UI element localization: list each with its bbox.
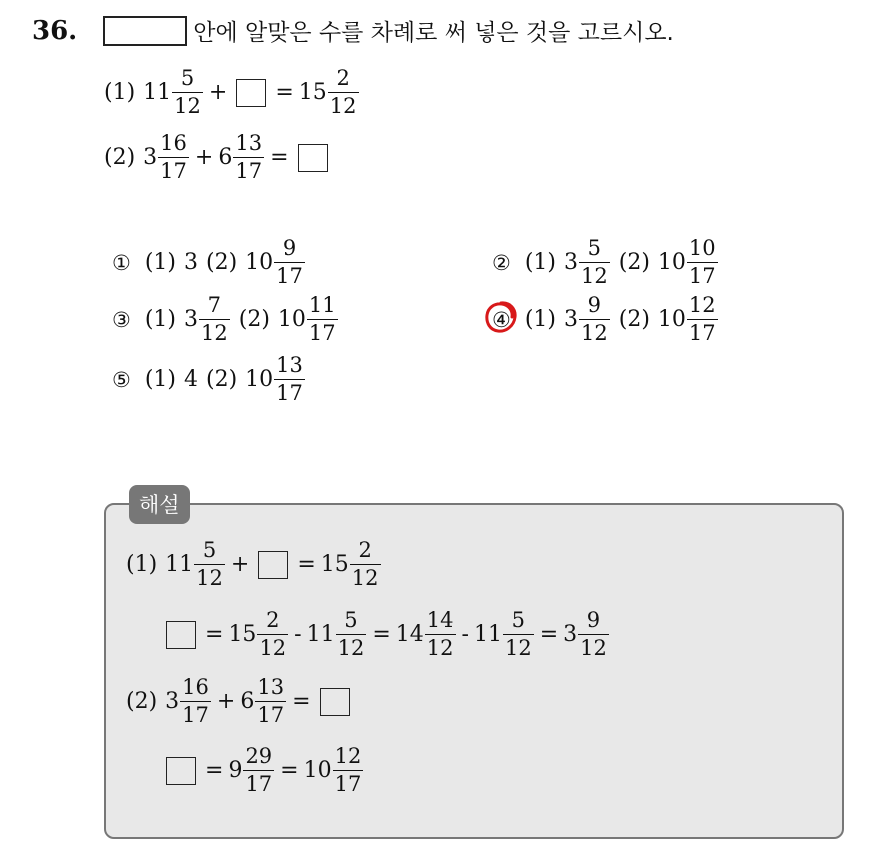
denominator: 17 <box>235 159 263 183</box>
blank-box <box>236 79 266 107</box>
numerator: 5 <box>344 608 358 632</box>
question-instruction: 안에 알맞은 수를 차례로 써 넣은 것을 고르시오. <box>193 20 674 46</box>
whole-number: 11 <box>165 552 194 577</box>
denominator: 17 <box>276 381 303 405</box>
fraction <box>687 295 718 344</box>
fraction <box>307 295 338 344</box>
numerator: 12 <box>334 744 362 768</box>
equals-sign: = <box>280 758 299 783</box>
choice-number: ① <box>112 250 131 275</box>
question-header <box>32 14 674 47</box>
denominator: 12 <box>259 636 287 660</box>
fraction <box>578 610 609 659</box>
fraction <box>687 238 718 287</box>
denominator: 12 <box>581 321 608 345</box>
numerator: 2 <box>358 538 372 562</box>
whole-number: 3 <box>564 307 578 332</box>
blank-box <box>166 757 196 785</box>
part-label: (2) <box>618 250 650 275</box>
fraction <box>172 68 203 117</box>
denominator: 12 <box>426 636 454 660</box>
numerator: 9 <box>586 608 601 632</box>
denominator: 12 <box>201 321 228 345</box>
fraction <box>194 540 225 589</box>
choice-2[interactable] <box>492 238 719 287</box>
fraction <box>274 355 305 404</box>
part-label: (2) <box>238 307 270 332</box>
numerator: 14 <box>426 608 454 632</box>
part-label: (2) <box>126 689 158 714</box>
whole-number: 10 <box>657 250 686 275</box>
solution-line-2 <box>166 610 610 659</box>
whole-number: 11 <box>306 622 335 647</box>
minus-sign: - <box>461 622 469 647</box>
equals-sign: = <box>539 622 559 647</box>
choice-1[interactable] <box>112 238 306 287</box>
plus-sign: + <box>216 689 236 714</box>
whole-number: 11 <box>143 80 172 105</box>
part-label: (1) <box>126 552 158 577</box>
part-label: (2) <box>206 250 238 275</box>
blank-box <box>166 621 196 649</box>
numerator: 9 <box>587 293 602 317</box>
equals-sign: = <box>275 80 294 105</box>
numerator: 16 <box>160 131 187 155</box>
whole-number: 4 <box>184 367 198 392</box>
numerator: 2 <box>266 608 280 632</box>
whole-number: 3 <box>143 145 158 170</box>
whole-number: 14 <box>395 622 424 647</box>
denominator: 17 <box>688 321 716 345</box>
blank-box <box>258 551 288 579</box>
numerator: 29 <box>245 744 273 768</box>
fraction <box>158 133 189 182</box>
fraction <box>333 746 364 795</box>
answer-blank <box>103 16 187 46</box>
numerator: 12 <box>688 293 716 317</box>
equals-sign: = <box>372 622 391 647</box>
equals-sign: = <box>297 552 316 577</box>
solution-line-4 <box>166 746 364 795</box>
denominator: 17 <box>276 264 303 288</box>
plus-sign: + <box>194 145 214 170</box>
choice-number: ③ <box>112 307 131 332</box>
denominator: 12 <box>504 636 532 660</box>
equals-sign: = <box>205 758 224 783</box>
numerator: 5 <box>587 236 602 260</box>
denominator: 12 <box>329 94 357 118</box>
fraction <box>233 133 264 182</box>
whole-number: 15 <box>298 80 327 105</box>
whole-number: 10 <box>277 307 306 332</box>
whole-number: 10 <box>245 250 274 275</box>
denominator: 12 <box>351 566 379 590</box>
choice-5[interactable] <box>112 355 306 404</box>
whole-number: 11 <box>473 622 502 647</box>
blank-box <box>298 144 328 172</box>
fraction <box>503 610 534 659</box>
plus-sign: + <box>230 552 250 577</box>
whole-number: 15 <box>228 622 257 647</box>
plus-sign: + <box>208 80 228 105</box>
part-label: (2) <box>206 367 238 392</box>
denominator: 12 <box>174 94 201 118</box>
part-label: (1) <box>524 307 556 332</box>
numerator: 5 <box>202 538 217 562</box>
denominator: 17 <box>245 772 273 796</box>
numerator: 10 <box>688 236 716 260</box>
whole-number: 3 <box>165 689 180 714</box>
whole-number: 6 <box>218 145 233 170</box>
whole-number: 9 <box>228 758 243 783</box>
numerator: 5 <box>511 608 525 632</box>
part-label: (2) <box>618 307 650 332</box>
fraction <box>579 295 610 344</box>
whole-number: 15 <box>320 552 349 577</box>
whole-number: 10 <box>303 758 332 783</box>
choice-number: ⑤ <box>112 367 131 392</box>
numerator: 13 <box>257 675 285 699</box>
denominator: 12 <box>581 264 608 288</box>
problem-label: (2) <box>104 145 136 170</box>
whole-number: 3 <box>184 250 198 275</box>
numerator: 13 <box>235 131 263 155</box>
numerator: 2 <box>336 66 350 90</box>
problem-label: (1) <box>104 80 136 105</box>
numerator: 5 <box>180 66 195 90</box>
whole-number: 3 <box>564 250 578 275</box>
fraction <box>328 68 359 117</box>
numerator: 7 <box>207 293 222 317</box>
fraction <box>257 610 288 659</box>
fraction <box>180 677 211 726</box>
denominator: 12 <box>196 566 223 590</box>
part-label: (1) <box>144 250 176 275</box>
denominator: 17 <box>160 159 187 183</box>
blank-box <box>320 688 350 716</box>
fraction <box>350 540 381 589</box>
red-circle-mark-icon <box>484 300 518 334</box>
question-number: 36. <box>32 15 78 46</box>
denominator: 17 <box>308 321 336 345</box>
numerator: 16 <box>182 675 209 699</box>
choice-3[interactable] <box>112 295 339 344</box>
choice-4[interactable] <box>492 295 719 344</box>
fraction <box>255 677 286 726</box>
fraction <box>425 610 456 659</box>
fraction <box>336 610 367 659</box>
solution-line-1 <box>126 540 382 589</box>
equals-sign: = <box>292 689 311 714</box>
choice-number: ④ <box>492 307 511 332</box>
denominator: 12 <box>337 636 365 660</box>
whole-number: 6 <box>240 689 255 714</box>
fraction <box>274 238 305 287</box>
whole-number: 3 <box>184 307 198 332</box>
part-label: (1) <box>144 307 176 332</box>
fraction <box>199 295 230 344</box>
problem-line-2 <box>104 133 332 182</box>
denominator: 17 <box>688 264 716 288</box>
denominator: 17 <box>334 772 362 796</box>
equals-sign: = <box>205 622 224 647</box>
whole-number: 10 <box>657 307 686 332</box>
solution-tag: 해설 <box>129 485 190 524</box>
choice-number-selected <box>492 308 511 332</box>
choice-number: ② <box>492 250 511 275</box>
denominator: 17 <box>182 703 209 727</box>
whole-number: 3 <box>563 622 578 647</box>
problem-line-1 <box>104 68 360 117</box>
part-label: (1) <box>524 250 556 275</box>
minus-sign: - <box>294 622 302 647</box>
denominator: 12 <box>580 636 607 660</box>
numerator: 11 <box>308 293 336 317</box>
numerator: 9 <box>282 236 297 260</box>
whole-number: 10 <box>245 367 274 392</box>
numerator: 13 <box>276 353 303 377</box>
fraction <box>579 238 610 287</box>
denominator: 17 <box>257 703 285 727</box>
fraction <box>243 746 274 795</box>
equals-sign: = <box>270 145 289 170</box>
part-label: (1) <box>144 367 176 392</box>
solution-line-3 <box>126 677 354 726</box>
